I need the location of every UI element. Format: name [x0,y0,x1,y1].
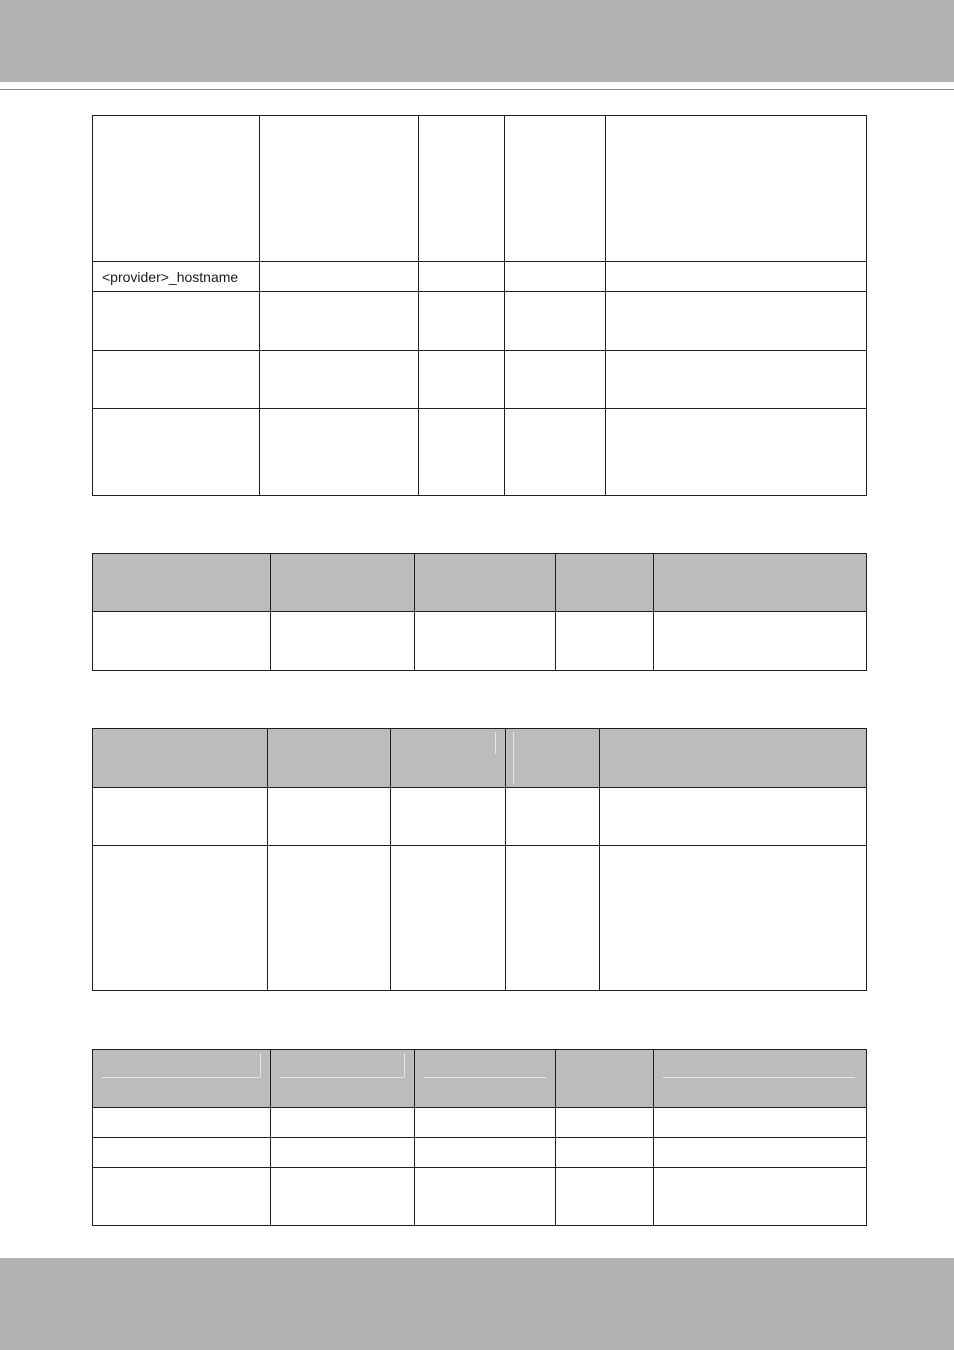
scan-artifact [280,1077,404,1078]
table-cell [260,409,419,496]
table-cell [415,1138,556,1168]
table-cell [654,1138,867,1168]
header-cell [391,729,506,788]
table-cell [271,612,415,671]
table-cell [556,612,654,671]
header-cell [93,1050,271,1108]
table-cell [654,612,867,671]
table-cell [93,788,268,846]
table-cell [271,1138,415,1168]
header-cell [654,554,867,612]
table-cell [419,292,505,351]
table-cell [505,292,606,351]
parameter-table-3 [92,728,867,991]
scan-artifact [260,1053,261,1077]
table-cell [654,1168,867,1226]
table-cell [600,846,867,991]
table-cell [556,1168,654,1226]
table-cell [505,262,606,292]
header-cell [93,554,271,612]
table-row [93,846,867,991]
header-cell [415,1050,556,1108]
table-cell [606,292,867,351]
table-cell [606,116,867,262]
table-cell [654,1108,867,1138]
parameter-table-2 [92,553,867,671]
header-cell [654,1050,867,1108]
table-row [93,262,867,292]
header-cell [271,554,415,612]
header-cell [556,554,654,612]
table-cell [93,292,260,351]
table-cell [93,351,260,409]
header-cell [415,554,556,612]
table-cell [268,846,391,991]
table-cell [556,1138,654,1168]
table-row [93,116,867,262]
table-cell [391,846,506,991]
table-row [93,1168,867,1226]
table-cell [268,788,391,846]
header-cell [506,729,600,788]
table-cell [505,116,606,262]
header-cell [271,1050,415,1108]
header-cell [556,1050,654,1108]
footer-band [0,1258,954,1350]
table-cell [606,409,867,496]
table-cell [415,612,556,671]
table-cell [419,409,505,496]
table-row [93,1138,867,1168]
table-cell [391,788,506,846]
table-cell [419,262,505,292]
scan-artifact [663,1077,855,1078]
table-cell [415,1108,556,1138]
parameter-table-1 [92,115,867,496]
table-cell [606,351,867,409]
table-cell [260,262,419,292]
table-row [93,351,867,409]
table-cell [415,1168,556,1226]
table-cell [93,846,268,991]
table-cell [556,1108,654,1138]
table-cell [93,1168,271,1226]
table-cell [93,612,271,671]
parameter-table-4 [92,1049,867,1226]
table-cell [506,788,600,846]
table-header-row [93,1050,867,1108]
table-cell [419,351,505,409]
table-cell [93,1108,271,1138]
table-cell [505,409,606,496]
table-header-row [93,554,867,612]
table-cell [260,351,419,409]
scan-artifact [424,1077,546,1078]
table-cell [93,116,260,262]
table-cell [506,846,600,991]
table-row [93,409,867,496]
table-row [93,1108,867,1138]
table-cell [260,116,419,262]
table-header-row [93,729,867,788]
scan-artifact [102,1077,260,1078]
scan-artifact [404,1053,405,1077]
table-cell [419,116,505,262]
table-cell [260,292,419,351]
table-cell [606,262,867,292]
header-cell [600,729,867,788]
header-cell [93,729,268,788]
header-rule [0,89,954,90]
table-cell [271,1168,415,1226]
parameter-name-cell: <provider>_hostname [93,262,260,292]
header-band [0,0,954,82]
table-cell [93,409,260,496]
table-cell [271,1108,415,1138]
scan-artifact [495,732,496,754]
table-cell [600,788,867,846]
table-row [93,612,867,671]
scan-artifact [513,732,514,784]
table-row [93,292,867,351]
table-cell [93,1138,271,1168]
table-row [93,788,867,846]
table-cell [505,351,606,409]
header-cell [268,729,391,788]
